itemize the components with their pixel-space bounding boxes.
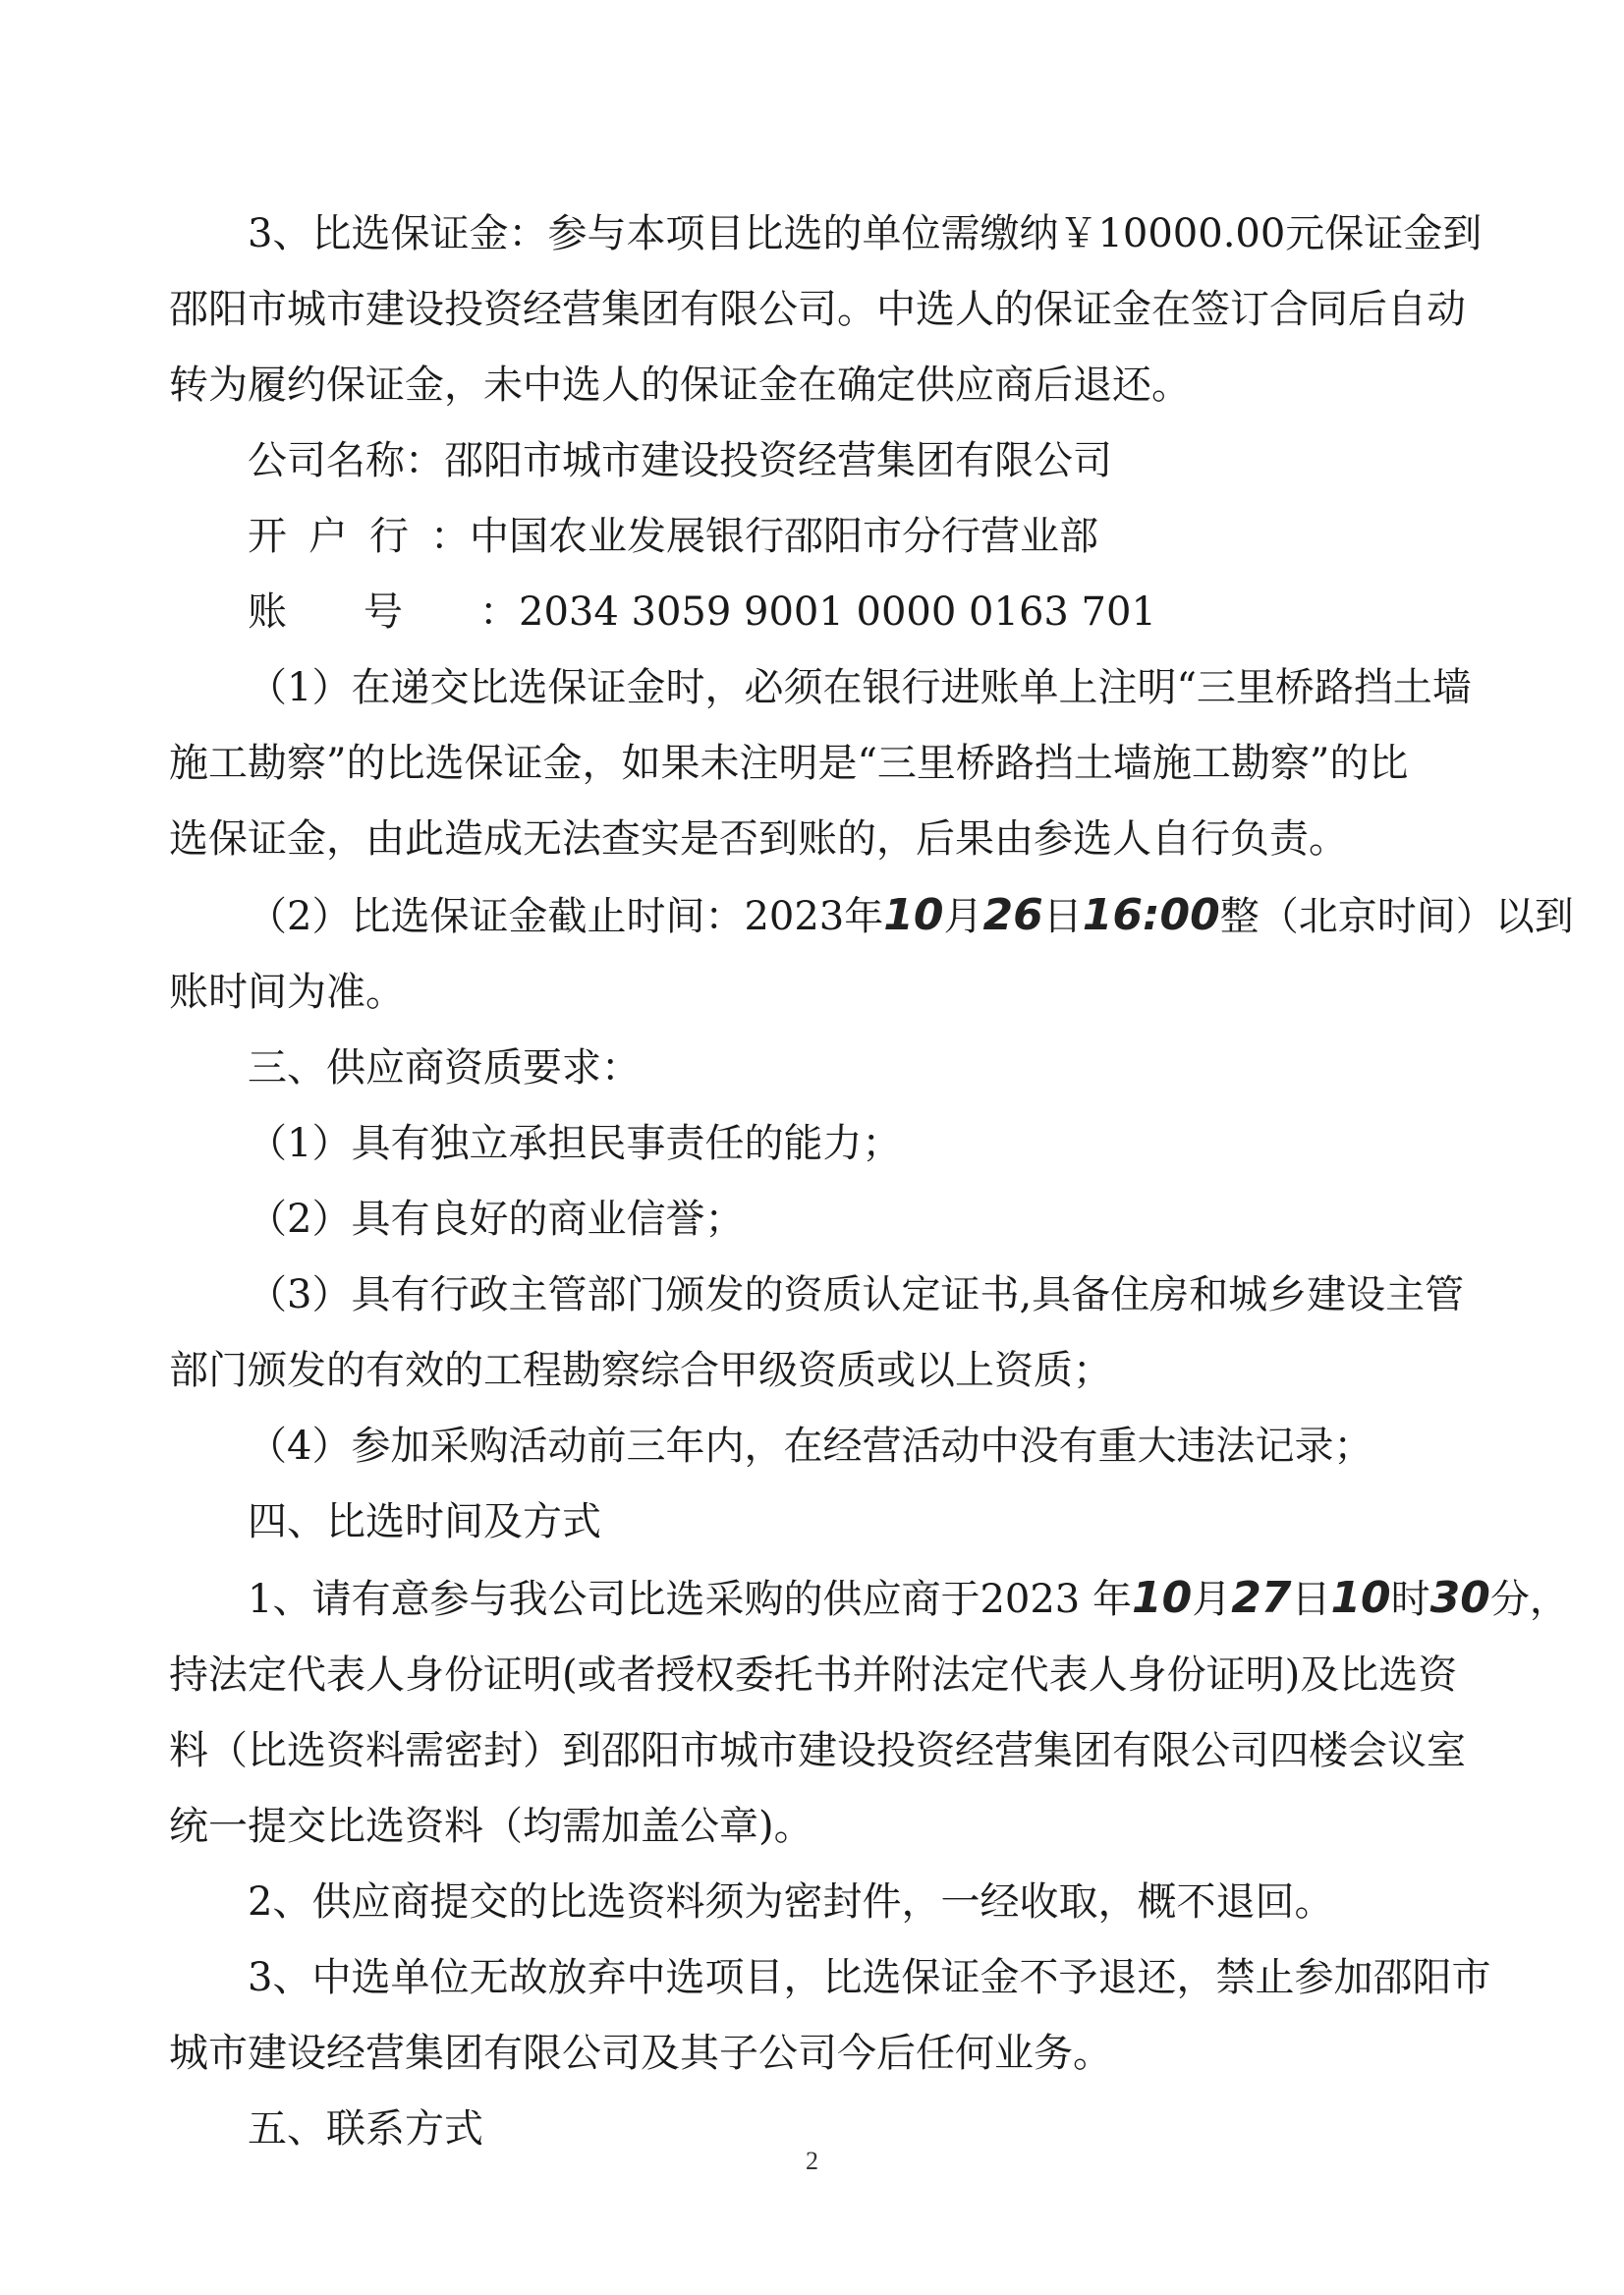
section3-title: 三、供应商资质要求： bbox=[248, 1045, 641, 1091]
note2-suffix: 整（北京时间）以到 bbox=[1219, 894, 1574, 939]
handwritten-submit-day: 27 bbox=[1231, 1573, 1292, 1623]
note1-line-1: （1）在递交比选保证金时，必须在银行进账单上注明“三里桥路挡土墙 bbox=[248, 665, 1472, 710]
handwritten-submit-hour: 10 bbox=[1330, 1573, 1391, 1623]
section4-minute-unit: 分， bbox=[1489, 1577, 1569, 1622]
note2-line-1 bbox=[169, 877, 1574, 955]
section4-item-1-line-3: 料（比选资料需密封）到邵阳市城市建设投资经营集团有限公司四楼会议室 bbox=[169, 1728, 1466, 1773]
note2-line-2: 账时间为准。 bbox=[169, 970, 405, 1015]
account-number-value: ：2034 3059 9001 0000 0163 701 bbox=[479, 589, 1156, 635]
section5-title: 五、联系方式 bbox=[248, 2106, 483, 2152]
section4-item1-prefix: 1、请有意参与我公司比选采购的供应商于2023 年 bbox=[248, 1577, 1132, 1622]
deposit-para-line-1: 3、比选保证金：参与本项目比选的单位需缴纳￥10000.00元保证金到 bbox=[248, 211, 1483, 256]
note2-day-unit: 日 bbox=[1042, 894, 1083, 939]
note2-month-unit: 月 bbox=[943, 894, 983, 939]
section4-item-3-line-2: 城市建设经营集团有限公司及其子公司今后任何业务。 bbox=[169, 2031, 1112, 2076]
section3-item-2: （2）具有良好的商业信誉； bbox=[248, 1197, 745, 1242]
bank-row bbox=[169, 499, 1446, 575]
section4-item-3-line-1: 3、中选单位无故放弃中选项目，比选保证金不予退还，禁止参加邵阳市 bbox=[248, 1955, 1491, 2000]
handwritten-month: 10 bbox=[883, 890, 944, 940]
section4-hour-unit: 时 bbox=[1390, 1577, 1430, 1622]
account-number-label: 账号 bbox=[248, 589, 479, 635]
account-number-row bbox=[169, 575, 1446, 650]
handwritten-submit-minute: 30 bbox=[1429, 1573, 1490, 1623]
note1-line-3: 选保证金，由此造成无法查实是否到账的，后果由参选人自行负责。 bbox=[169, 816, 1348, 862]
company-name-label: 公司名称 bbox=[248, 438, 405, 483]
handwritten-day: 26 bbox=[982, 890, 1043, 940]
note2-prefix: （2）比选保证金截止时间：2023年 bbox=[248, 894, 884, 939]
section4-item-1-line-4: 统一提交比选资料（均需加盖公章)。 bbox=[169, 1804, 813, 1849]
section3-item-4: （4）参加采购活动前三年内，在经营活动中没有重大违法记录； bbox=[248, 1424, 1373, 1469]
section3-item-1: （1）具有独立承担民事责任的能力； bbox=[248, 1121, 902, 1166]
bank-value: ：中国农业发展银行邵阳市分行营业部 bbox=[430, 514, 1098, 559]
deposit-para-line-3: 转为履约保证金，未中选人的保证金在确定供应商后退还。 bbox=[169, 363, 1191, 408]
document-body bbox=[169, 196, 1574, 2167]
section4-item-1-line-2: 持法定代表人身份证明(或者授权委托书并附法定代表人身份证明)及比选资 bbox=[169, 1652, 1458, 1698]
section3-item-3-line-1: （3）具有行政主管部门颁发的资质认定证书,具备住房和城乡建设主管 bbox=[248, 1272, 1465, 1317]
company-name-value: ：邵阳市城市建设投资经营集团有限公司 bbox=[405, 438, 1112, 483]
handwritten-time: 16:00 bbox=[1082, 890, 1220, 940]
section4-item-2: 2、供应商提交的比选资料须为密封件，一经收取，概不退回。 bbox=[248, 1879, 1334, 1925]
section3-item-3-line-2: 部门颁发的有效的工程勘察综合甲级资质或以上资质； bbox=[169, 1348, 1112, 1393]
note1-line-2: 施工勘察”的比选保证金，如果未注明是“三里桥路挡土墙施工勘察”的比 bbox=[169, 741, 1409, 786]
section4-day-unit: 日 bbox=[1291, 1577, 1331, 1622]
company-name-row bbox=[169, 423, 1446, 499]
section4-month-unit: 月 bbox=[1192, 1577, 1232, 1622]
bank-label: 开户行 bbox=[248, 514, 430, 559]
deposit-para-line-2: 邵阳市城市建设投资经营集团有限公司。中选人的保证金在签订合同后自动 bbox=[169, 287, 1466, 332]
section4-title: 四、比选时间及方式 bbox=[248, 1499, 601, 1544]
handwritten-submit-month: 10 bbox=[1131, 1573, 1193, 1623]
section4-item-1-line-1 bbox=[169, 1560, 1569, 1638]
page-number: 2 bbox=[806, 2147, 818, 2175]
